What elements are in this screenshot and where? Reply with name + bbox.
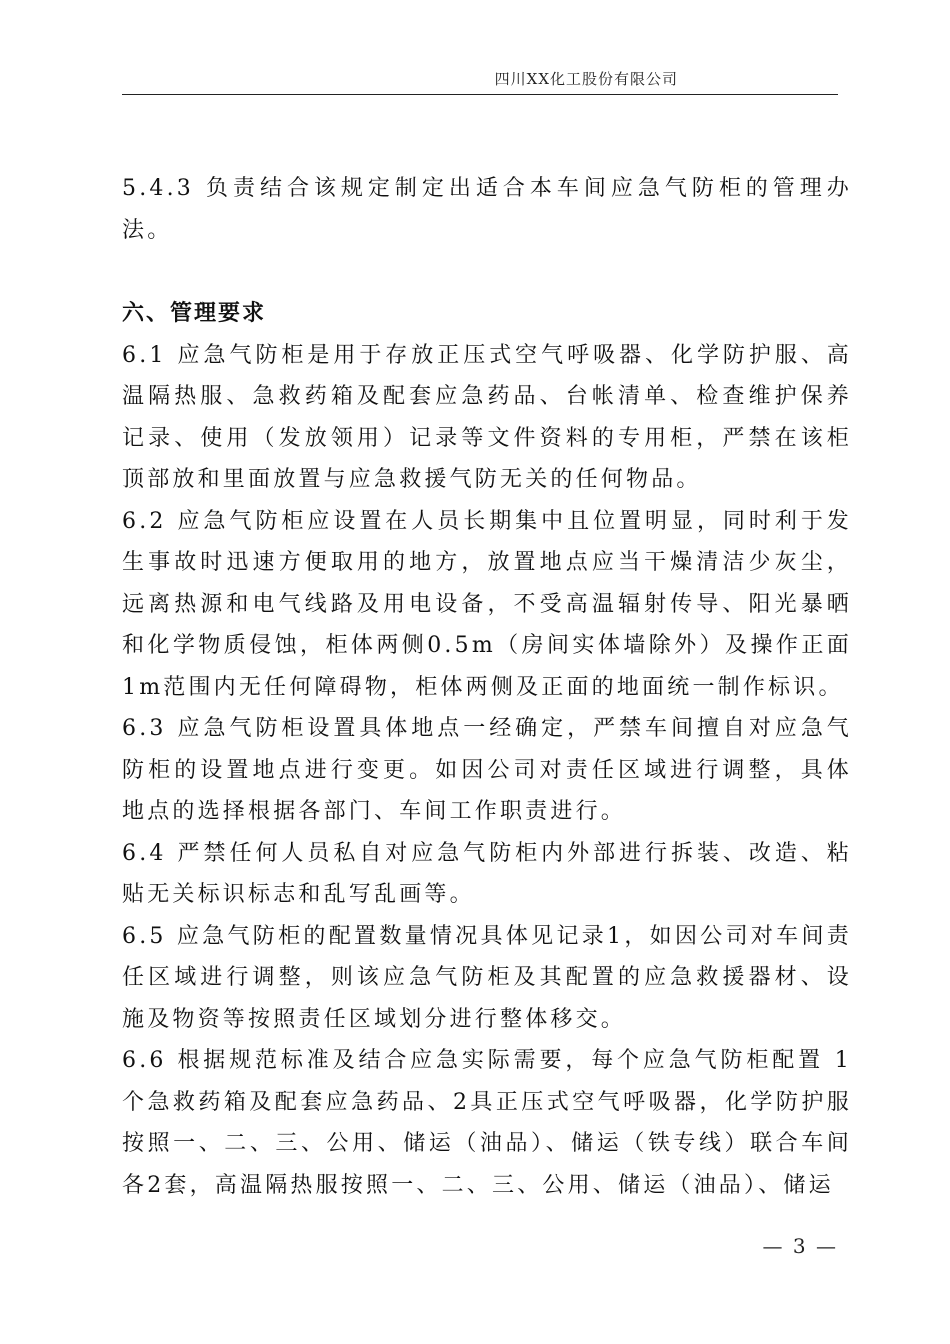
page-number: — 3 — xyxy=(762,1234,838,1258)
paragraph-6-5: 6.5 应急气防柜的配置数量情况具体见记录1，如因公司对车间责任区域进行调整，则该应急气防柜及其配置的应急救援器材、设施及物资等按照责任区域划分进行整体移交。 xyxy=(122,923,852,1032)
paragraph-6-4: 6.4 严禁任何人员私自对应急气防柜内外部进行拆装、改造、粘贴无关标识标志和乱写乱画等。 xyxy=(122,840,852,907)
paragraph-6-1: 6.1 应急气防柜是用于存放正压式空气呼吸器、化学防护服、高温隔热服、急救药箱及配套应急药品、台帐清单、检查维护保养记录、使用（发放领用）记录等文件资料的专用柜，严禁在该柜顶部放和里面放置与应急救援气防无关的任何物品。 xyxy=(122,342,852,492)
paragraph-6-6: 6.6 根据规范标准及结合应急实际需要，每个应急气防柜配置 1个急救药箱及配套应急药品、2具正压式空气呼吸器，化学防护服按照一、二、三、公用、储运（油品）、储运（铁专线）联合车间各2套，高温隔热服按照一、二、三、公用、储运（油品）、储运 xyxy=(122,1048,852,1198)
section-title: 六、管理要求 xyxy=(122,301,267,326)
paragraph-6-3: 6.3 应急气防柜设置具体地点一经确定，严禁车间擅自对应急气防柜的设置地点进行变更。如因公司对责任区域进行调整，具体地点的选择根据各部门、车间工作职责进行。 xyxy=(122,716,852,824)
page-header xyxy=(122,66,838,95)
header-company-name: 四川XX化工股份有限公司 xyxy=(494,70,678,88)
document-body xyxy=(122,168,852,1206)
paragraph-5-4-3: 5.4.3 负责结合该规定制定出适合本车间应急气防柜的管理办法。 xyxy=(122,176,852,243)
paragraph-6-2: 6.2 应急气防柜应设置在人员长期集中且位置明显，同时利于发生事故时迅速方便取用的地方，放置地点应当干燥清洁少灰尘，远离热源和电气线路及用电设备，不受高温辐射传导、阳光暴晒和化学物质侵蚀，柜体两侧0.5m（房间实体墙除外）及操作正面1m范围内无任何障碍物，柜体两侧及正面的地面统一制作标识。 xyxy=(122,508,852,700)
